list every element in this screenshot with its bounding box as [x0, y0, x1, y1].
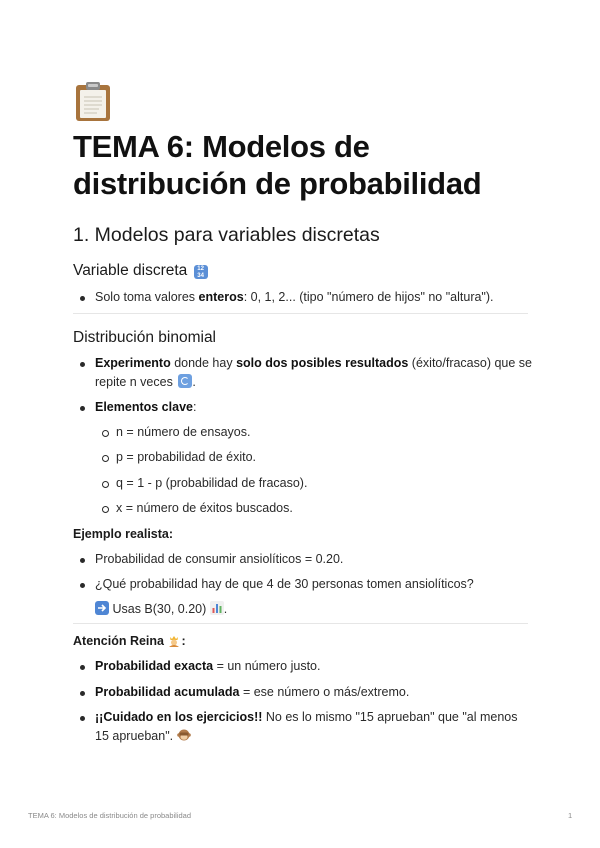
divider — [73, 313, 528, 314]
ejemplo-colon: : — [168, 527, 174, 541]
divider-2 — [73, 623, 528, 624]
list-item-atencion-3 — [95, 708, 525, 746]
list-item-atencion-1 — [95, 657, 535, 676]
elementos-bold: Elementos clave — [95, 400, 193, 414]
ejemplo-item2-continuation: Usas B(30, 0.20) . — [95, 600, 535, 619]
sub-item-p: p = probabilidad de éxito. — [116, 448, 516, 467]
see-no-evil-monkey-icon — [177, 728, 191, 742]
ejemplo-item2b-text: Usas B(30, 0.20) — [112, 602, 207, 616]
list-item-atencion-2 — [95, 683, 535, 702]
subheading-binomial: Distribución binomial — [73, 329, 217, 346]
variable-rest: : 0, 1, 2... (tipo "número de hijos" no "altura"). — [243, 290, 494, 304]
crowned-person-icon — [167, 634, 181, 647]
atencion-item3-bold: ¡¡Cuidado en los ejercicios!! — [95, 710, 263, 724]
clipboard-icon — [73, 80, 113, 122]
footer-page-number: 1 — [568, 811, 573, 820]
section-heading-discretas: 1. Modelos para variables discretas — [73, 224, 380, 246]
ejemplo-label-text: Ejemplo realista — [73, 527, 169, 541]
list-item-ejemplo-1: Probabilidad de consumir ansiolíticos = 0.20. — [95, 550, 535, 569]
input-numbers-icon: 12 34 — [194, 265, 208, 279]
atencion-item2-rest: = ese número o más/extremo. — [239, 685, 410, 699]
atencion-item2-bold: Probabilidad acumulada — [95, 685, 240, 699]
elementos-colon: : — [192, 400, 197, 414]
atencion-item3-rest: No es lo mismo "15 aprueban" que "al menos 15 aprueban". — [95, 710, 518, 743]
footer-title: TEMA 6: Modelos de distribución de probabilidad — [28, 811, 192, 820]
sub-item-q: q = 1 - p (probabilidad de fracaso). — [116, 474, 516, 493]
sub-item-n: n = número de ensayos. — [116, 423, 516, 442]
list-item-ejemplo-2 — [95, 575, 535, 594]
ejemplo-item2-text: ¿Qué probabilidad hay de que 4 de 30 personas tomen ansiolíticos? — [95, 577, 474, 591]
sub-item-x: x = número de éxitos buscados. — [116, 499, 516, 518]
list-item-experimento: Experimento donde hay solo dos posibles resultados (éxito/fracaso) que se repite n veces . — [95, 354, 535, 392]
variable-bold: enteros — [198, 290, 244, 304]
bar-chart-icon — [210, 601, 224, 615]
list-item-variable — [95, 288, 535, 307]
experimento-text2: (éxito/fracaso) que se repite n veces — [95, 356, 532, 389]
subheading-variable-discreta — [73, 262, 208, 280]
right-arrow-icon — [95, 601, 109, 615]
subheading-variable-discreta-text: Variable discreta — [73, 262, 188, 279]
page-title: TEMA 6: Modelos de distribución de probabilidad — [73, 129, 482, 201]
atencion-label-text: Atención Reina — [73, 634, 164, 648]
atencion-item1-rest: = un número justo. — [213, 659, 321, 673]
experimento-bold2: solo dos posibles resultados — [236, 356, 409, 370]
atencion-colon: : — [181, 634, 186, 648]
variable-prefix: Solo toma valores — [95, 290, 199, 304]
atencion-item1-bold: Probabilidad exacta — [95, 659, 214, 673]
experimento-text1: donde hay — [170, 356, 237, 370]
atencion-label — [73, 634, 186, 648]
experimento-bold: Experimento — [95, 356, 171, 370]
list-item-elementos — [95, 398, 535, 417]
repeat-icon — [178, 374, 192, 388]
ejemplo-label — [73, 527, 173, 541]
